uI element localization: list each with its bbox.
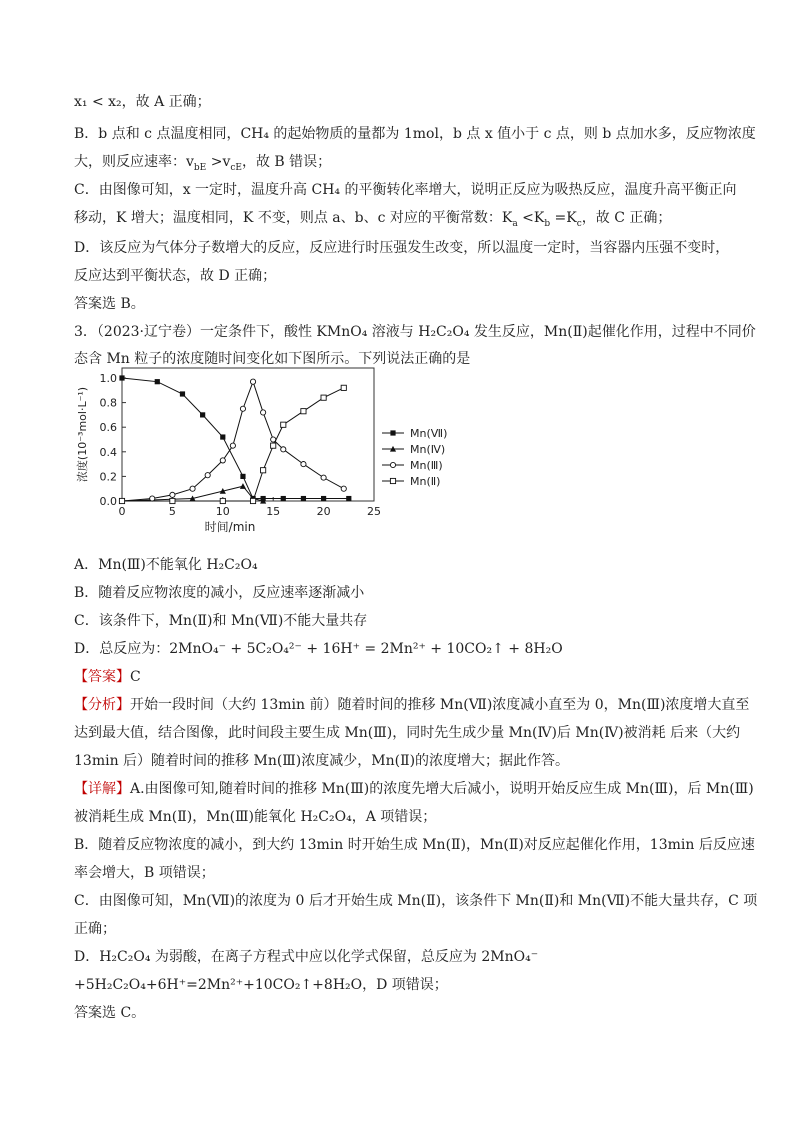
x-tick-label: 5: [168, 505, 176, 518]
data-point: [205, 473, 210, 478]
text-line: B．b 点和 c 点温度相同，CH₄ 的起始物质的量都为 1mol，b 点 x 值小于 c 点，则 b 点加水多，反应物浓度: [74, 126, 756, 142]
question-stem: 态含 Mn 粒子的浓度随时间变化如下图所示。下列说法正确的是: [74, 351, 471, 367]
data-point: [321, 475, 326, 480]
analysis-line: 【分析】开始一段时间（大约 13min 前）随着时间的推移 Mn(Ⅶ)浓度减小直至为 0，Mn(Ⅲ)浓度增大直至: [74, 697, 750, 713]
data-point: [170, 498, 175, 503]
data-point: [281, 496, 286, 501]
series-line: [122, 382, 344, 501]
text-line: 答案选 B。: [74, 296, 145, 312]
data-point: [341, 486, 346, 491]
text-line: 正确；: [74, 921, 116, 937]
text-line: 13min 后）随着时间的推移 Mn(Ⅲ)浓度减少，Mn(Ⅱ)的浓度增大；据此作答。: [74, 753, 570, 769]
option-b: B．随着反应物浓度的减小，反应速率逐渐减小: [74, 585, 365, 601]
plot-frame: [122, 368, 374, 501]
legend-label: Mn(Ⅱ): [410, 475, 441, 488]
answer-value: C: [130, 669, 141, 685]
data-point: [341, 385, 346, 390]
text-line: 答案选 C。: [74, 1005, 146, 1021]
data-point: [281, 422, 286, 427]
x-tick-label: 15: [266, 505, 281, 518]
analysis-label: 【分析】: [74, 697, 130, 713]
data-point: [200, 412, 205, 417]
data-point: [240, 474, 245, 479]
text-line: D．H₂C₂O₄ 为弱酸，在离子方程式中应以化学式保留，总反应为 2MnO₄⁻: [74, 949, 539, 965]
detail-label: 【详解】: [74, 781, 130, 797]
data-point: [180, 391, 185, 396]
data-point: [390, 462, 395, 467]
y-tick-label: 0.2: [99, 470, 117, 484]
answer-line: [74, 667, 734, 687]
y-tick-label: 0.8: [99, 396, 117, 410]
data-point: [250, 498, 255, 503]
data-point: [150, 496, 155, 501]
data-point: [230, 443, 235, 448]
data-point: [281, 447, 286, 452]
x-tick-label: 20: [316, 505, 331, 518]
option-a: A．Mn(Ⅲ)不能氧化 H₂C₂O₄: [74, 557, 258, 573]
x-tick-label: 10: [215, 505, 230, 518]
text-line: 率会增大，B 项错误；: [74, 865, 215, 881]
data-point: [271, 443, 276, 448]
data-point: [261, 468, 266, 473]
data-point: [250, 379, 255, 384]
y-tick-label: 0.6: [99, 421, 117, 435]
text-line: C．由图像可知，x 一定时，温度升高 CH₄ 的平衡转化率增大，说明正反应为吸热反应，温度升高平衡正向: [74, 182, 737, 198]
text-line: B．随着反应物浓度的减小，到大约 13min 时开始生成 Mn(Ⅱ)，Mn(Ⅱ)对反应起催化作用，13min 后反应速: [74, 837, 755, 853]
data-point: [240, 483, 246, 489]
text-line: +5H₂C₂O₄+6H⁺=2Mn²⁺+10CO₂↑+8H₂O，D 项错误；: [74, 977, 448, 993]
data-point: [346, 496, 351, 501]
data-point: [155, 379, 160, 384]
question-stem: 3．（2023·辽宁卷）一定条件下，酸性 KMnO₄ 溶液与 H₂C₂O₄ 发生反应，Mn(Ⅱ)起催化作用，过程中不同价: [74, 324, 756, 340]
data-point: [220, 434, 225, 439]
text-line: 反应达到平衡状态，故 D 正确；: [74, 268, 277, 284]
legend-label: Mn(Ⅶ): [410, 427, 448, 440]
answer-label: 【答案】: [74, 669, 130, 685]
data-point: [240, 406, 245, 411]
data-point: [321, 395, 326, 400]
x-tick-label: 0: [118, 505, 126, 518]
text-line: 被消耗生成 Mn(Ⅱ)，Mn(Ⅲ)能氧化 H₂C₂O₄，A 项错误；: [74, 809, 437, 825]
x-tick-label: 25: [367, 505, 381, 518]
data-point: [190, 486, 195, 491]
data-point: [390, 478, 395, 483]
data-point: [220, 458, 225, 463]
y-tick-label: 0.4: [99, 445, 117, 459]
data-point: [119, 498, 124, 503]
x-axis-label: 时间/min: [204, 520, 256, 534]
data-point: [261, 410, 266, 415]
option-c: C．该条件下，Mn(Ⅱ)和 Mn(Ⅶ)不能大量共存: [74, 613, 368, 629]
data-point: [119, 375, 124, 380]
option-d: D．总反应为：2MnO₄⁻ + 5C₂O₄²⁻ + 16H⁺ = 2Mn²⁺ + 10CO₂↑ + 8H₂O: [74, 641, 563, 657]
data-point: [220, 498, 225, 503]
text-line: C．由图像可知，Mn(Ⅶ)的浓度为 0 后才开始生成 Mn(Ⅱ)，该条件下 Mn(Ⅱ)和 Mn(Ⅶ)不能大量共存，C 项: [74, 893, 758, 909]
data-point: [301, 496, 306, 501]
text-line: 移动，K 增大；温度相同，K 不变，则点 a、b、c 对应的平衡常数：$K_a <K_b =K_c$，故 C 正确；: [74, 210, 672, 229]
y-axis-label: 浓度(10⁻³mol·L⁻¹): [76, 386, 89, 483]
data-point: [321, 496, 326, 501]
text-line: 大，则反应速率：$v_{bE} >v_{cE}$，故 B 错误；: [74, 154, 332, 173]
legend-label: Mn(Ⅳ): [410, 443, 446, 456]
text-line: x₁ < x₂，故 A 正确；: [74, 94, 211, 110]
y-tick-label: 0.0: [99, 495, 117, 508]
data-point: [170, 492, 175, 497]
y-tick-label: 1.0: [99, 372, 117, 385]
legend-label: Mn(Ⅲ): [410, 459, 443, 472]
detail-line: 【详解】A.由图像可知,随着时间的推移 Mn(Ⅲ)的浓度先增大后减小，说明开始反应生成 Mn(Ⅲ)，后 Mn(Ⅲ): [74, 781, 754, 797]
data-point: [301, 409, 306, 414]
text-line: 达到最大值，结合图像，此时间段主要生成 Mn(Ⅲ)，同时先生成少量 Mn(Ⅳ)后 Mn(Ⅳ)被消耗 后来（大约: [74, 725, 741, 741]
data-point: [301, 462, 306, 467]
data-point: [390, 430, 395, 435]
text-line: D．该反应为气体分子数增大的反应，反应进行时压强发生改变，所以温度一定时，当容器内压强不变时，: [74, 240, 730, 256]
